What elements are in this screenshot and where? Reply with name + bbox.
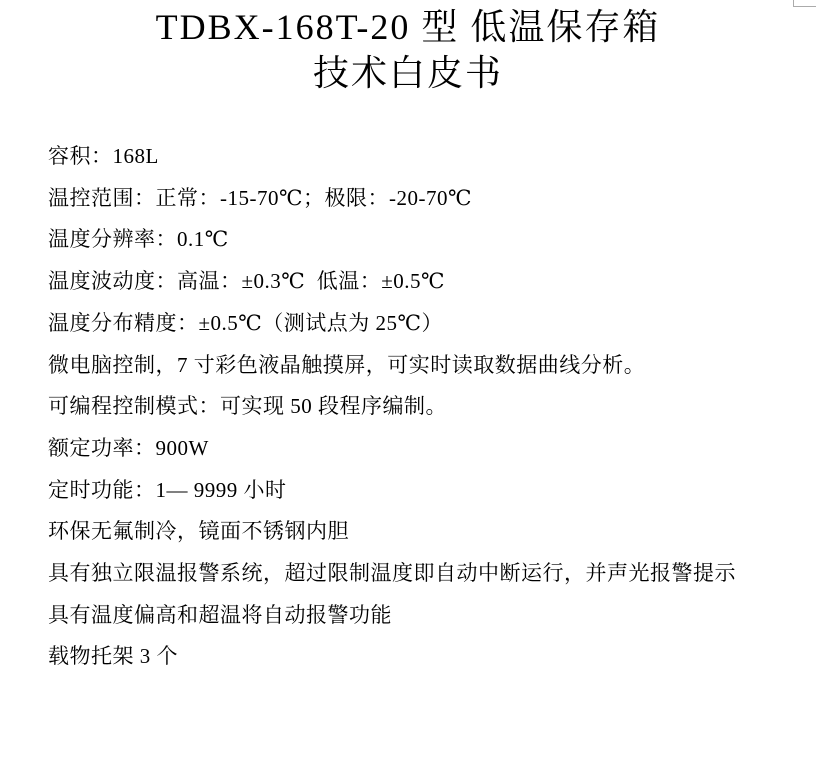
document-body (48, 136, 786, 678)
spec-line-resolution: 温度分辨率：0.1℃ (48, 227, 229, 252)
spec-line-programmable: 可编程控制模式：可实现 50 段程序编制。 (48, 394, 447, 419)
spec-line-refrigeration: 环保无氟制冷，镜面不锈钢内胆 (48, 519, 349, 544)
spec-line-timer: 定时功能：1— 9999 小时 (48, 477, 287, 502)
corner-mark (793, 0, 816, 7)
spec-line-capacity: 容积：168L (48, 144, 159, 168)
spec-line-uniformity: 温度分布精度：±0.5℃（测试点为 25℃） (48, 310, 444, 335)
spec-line-controller: 微电脑控制，7 寸彩色液晶触摸屏，可实时读取数据曲线分析。 (48, 352, 646, 377)
title-block (0, 0, 816, 96)
spec-line-overtemp-alarm: 具有温度偏高和超温将自动报警功能 (48, 602, 392, 627)
document-subtitle: 技术白皮书 (312, 53, 503, 93)
spec-line-fluctuation: 温度波动度：高温：±0.3℃ 低温：±0.5℃ (48, 269, 446, 294)
spec-line-power: 额定功率：900W (48, 435, 209, 460)
spec-line-temp-range: 温控范围：正常：-15-70℃；极限：-20-70℃ (48, 185, 472, 210)
document-title: TDBX-168T-20 型 低温保存箱 (155, 7, 661, 47)
spec-line-shelves: 载物托架 3 个 (48, 644, 178, 669)
spec-line-limit-alarm: 具有独立限温报警系统，超过限制温度即自动中断运行，并声光报警提示 (48, 561, 736, 586)
